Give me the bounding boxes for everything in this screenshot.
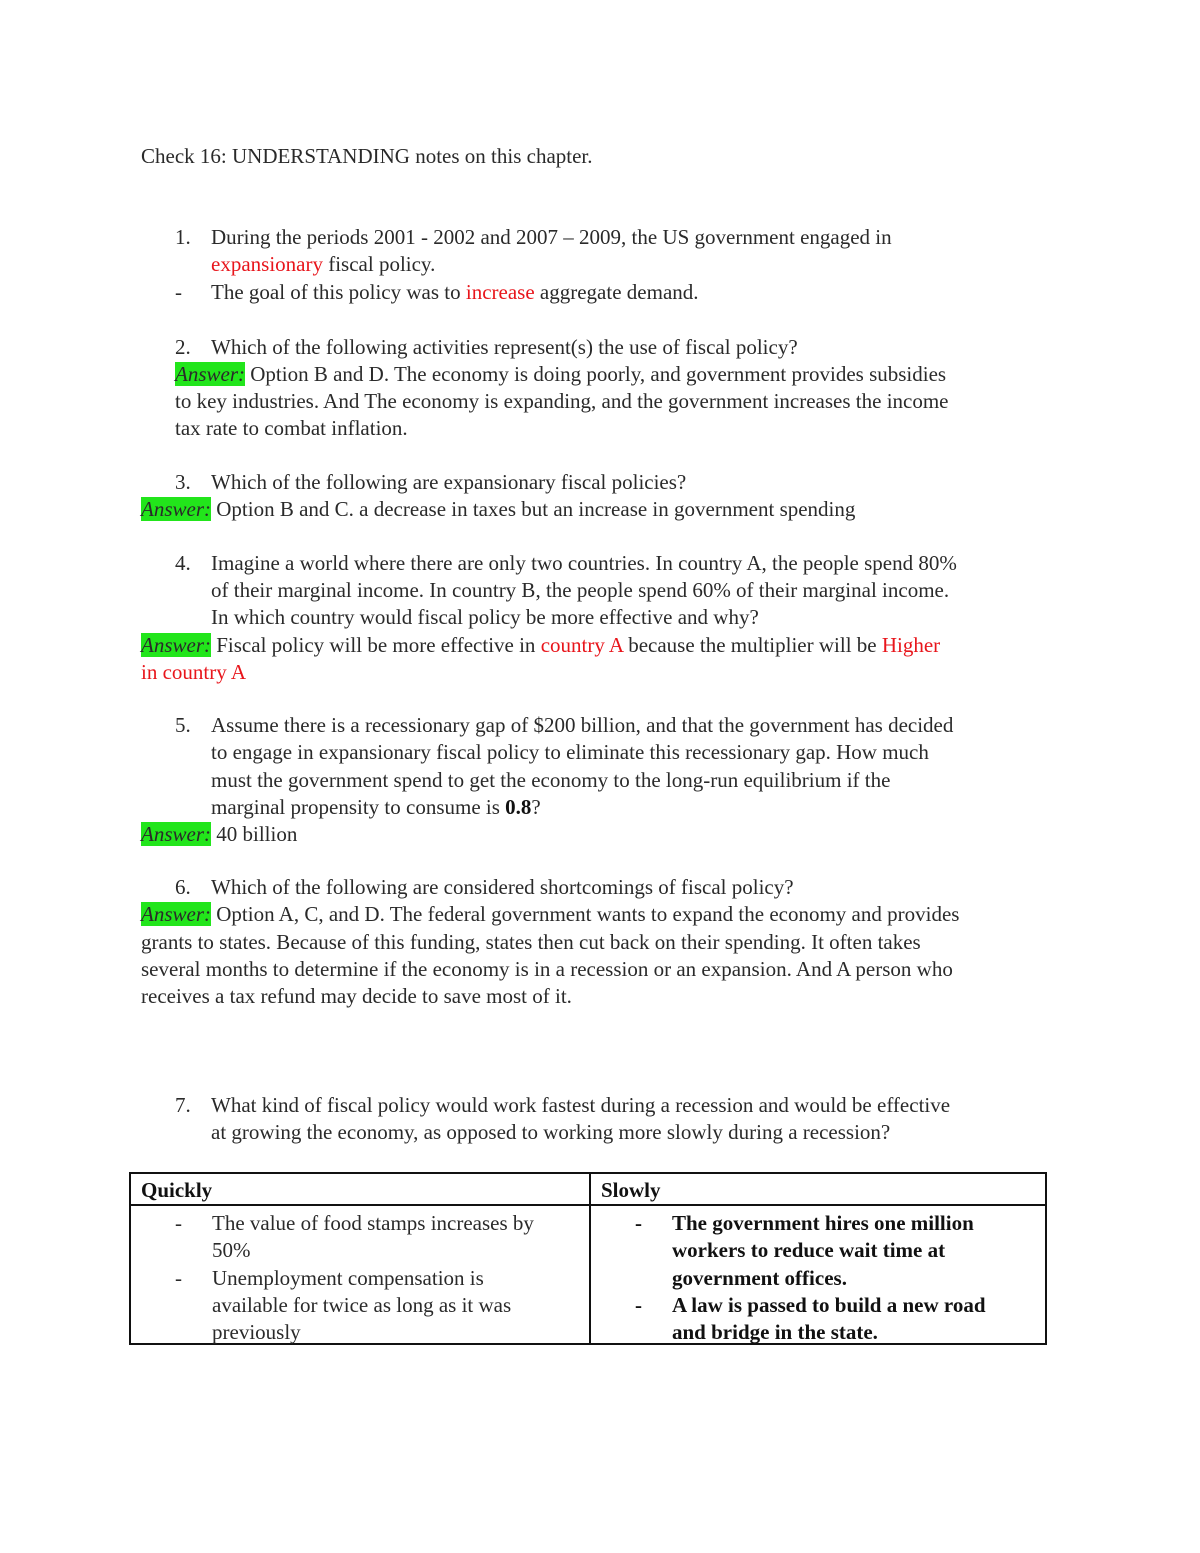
- question-text: Imagine a world where there are only two countries. In country A, the people spend 80%: [211, 551, 957, 575]
- list-item-text: A law is passed to build a new road: [672, 1293, 986, 1317]
- answer-label: Answer:: [141, 902, 211, 926]
- question-text-line: of their marginal income. In country B, the people spend 60% of their marginal income.: [211, 578, 950, 602]
- table-row: [130, 1205, 1046, 1344]
- table-header-cell: [590, 1173, 1046, 1205]
- question-text: Which of the following are considered shortcomings of fiscal policy?: [211, 875, 794, 899]
- answer-line: Answer: Option B and C. a decrease in taxes but an increase in government spending: [141, 497, 856, 521]
- question-number: 2.: [175, 335, 191, 359]
- list-item-text: The value of food stamps increases by: [212, 1211, 534, 1235]
- list-item-text: Unemployment compensation is: [212, 1266, 484, 1290]
- dash-bullet: -: [635, 1293, 642, 1317]
- highlight-red-term: country A: [540, 633, 623, 657]
- answer-label: Answer:: [141, 822, 211, 846]
- list-item-text: available for twice as long as it was: [212, 1293, 512, 1317]
- question-number: 5.: [175, 713, 191, 737]
- answer-line: grants to states. Because of this funding, states then cut back on their spending. It often takes: [141, 930, 921, 954]
- list-item-text: 50%: [212, 1238, 251, 1262]
- question-text-line: expansionary fiscal policy.: [211, 252, 436, 276]
- answer-line: receives a tax refund may decide to save most of it.: [141, 984, 572, 1008]
- question-text-line: In which country would fiscal policy be more effective and why?: [211, 605, 759, 629]
- question-text-line: at growing the economy, as opposed to working more slowly during a recession?: [211, 1120, 891, 1144]
- highlight-red-term: Higher: [881, 633, 941, 657]
- quickly-slowly-table: [129, 1172, 1047, 1345]
- column-header-quickly: Quickly: [141, 1178, 213, 1202]
- question-text: What kind of fiscal policy would work fastest during a recession and would be effective: [211, 1093, 951, 1117]
- question-text: During the periods 2001 - 2002 and 2007 – 2009, the US government engaged in: [211, 225, 892, 249]
- question-number: 4.: [175, 551, 191, 575]
- answer-line: tax rate to combat inflation.: [175, 416, 408, 440]
- question-number: 6.: [175, 875, 191, 899]
- question-text: Which of the following are expansionary fiscal policies?: [211, 470, 687, 494]
- table-cell-quickly: [130, 1205, 590, 1344]
- page-title: Check 16: UNDERSTANDING notes on this chapter.: [141, 144, 593, 168]
- answer-line: to key industries. And The economy is expanding, and the government increases the income: [175, 389, 949, 413]
- table-cell-slowly: [590, 1205, 1046, 1344]
- list-item-text: government offices.: [672, 1266, 847, 1290]
- list-item-text: The government hires one million: [672, 1211, 974, 1235]
- answer-line: Answer: Fiscal policy will be more effective in country A because the multiplier will be Higher: [141, 633, 941, 657]
- question-number: 1.: [175, 225, 191, 249]
- question-number: 7.: [175, 1093, 191, 1117]
- dash-bullet: -: [175, 1266, 182, 1290]
- answer-line: Answer: Option A, C, and D. The federal government wants to expand the economy and provides: [141, 902, 960, 926]
- question-text-line: marginal propensity to consume is 0.8?: [211, 795, 541, 819]
- dash-bullet: -: [175, 280, 182, 304]
- list-item-text: workers to reduce wait time at: [672, 1238, 946, 1262]
- question-text-line: must the government spend to get the economy to the long-run equilibrium if the: [211, 768, 891, 792]
- answer-label: Answer:: [141, 497, 211, 521]
- answer-line: Answer: 40 billion: [141, 822, 298, 846]
- question-number: 3.: [175, 470, 191, 494]
- answer-line: Answer: Option B and D. The economy is doing poorly, and government provides subsidies: [175, 362, 947, 386]
- question-text: Which of the following activities represent(s) the use of fiscal policy?: [211, 335, 798, 359]
- highlight-red-term: expansionary: [211, 252, 323, 276]
- answer-line: several months to determine if the economy is in a recession or an expansion. And A person who: [141, 957, 953, 981]
- answer-line: in country A: [141, 660, 246, 684]
- list-item-text: previously: [212, 1320, 301, 1344]
- bold-value: 0.8: [505, 795, 532, 819]
- highlight-red-term: increase: [465, 280, 535, 304]
- bullet-text: The goal of this policy was to increase aggregate demand.: [211, 280, 699, 304]
- dash-bullet: -: [635, 1211, 642, 1235]
- column-header-slowly: Slowly: [601, 1178, 661, 1202]
- answer-label: Answer:: [175, 362, 245, 386]
- dash-bullet: -: [175, 1211, 182, 1235]
- question-text: Assume there is a recessionary gap of $200 billion, and that the government has decided: [211, 713, 954, 737]
- list-item-text: and bridge in the state.: [672, 1320, 878, 1344]
- table-header-cell: [130, 1173, 590, 1205]
- table-header-row: [130, 1173, 1046, 1205]
- question-text-line: to engage in expansionary fiscal policy to eliminate this recessionary gap. How much: [211, 740, 929, 764]
- answer-label: Answer:: [141, 633, 211, 657]
